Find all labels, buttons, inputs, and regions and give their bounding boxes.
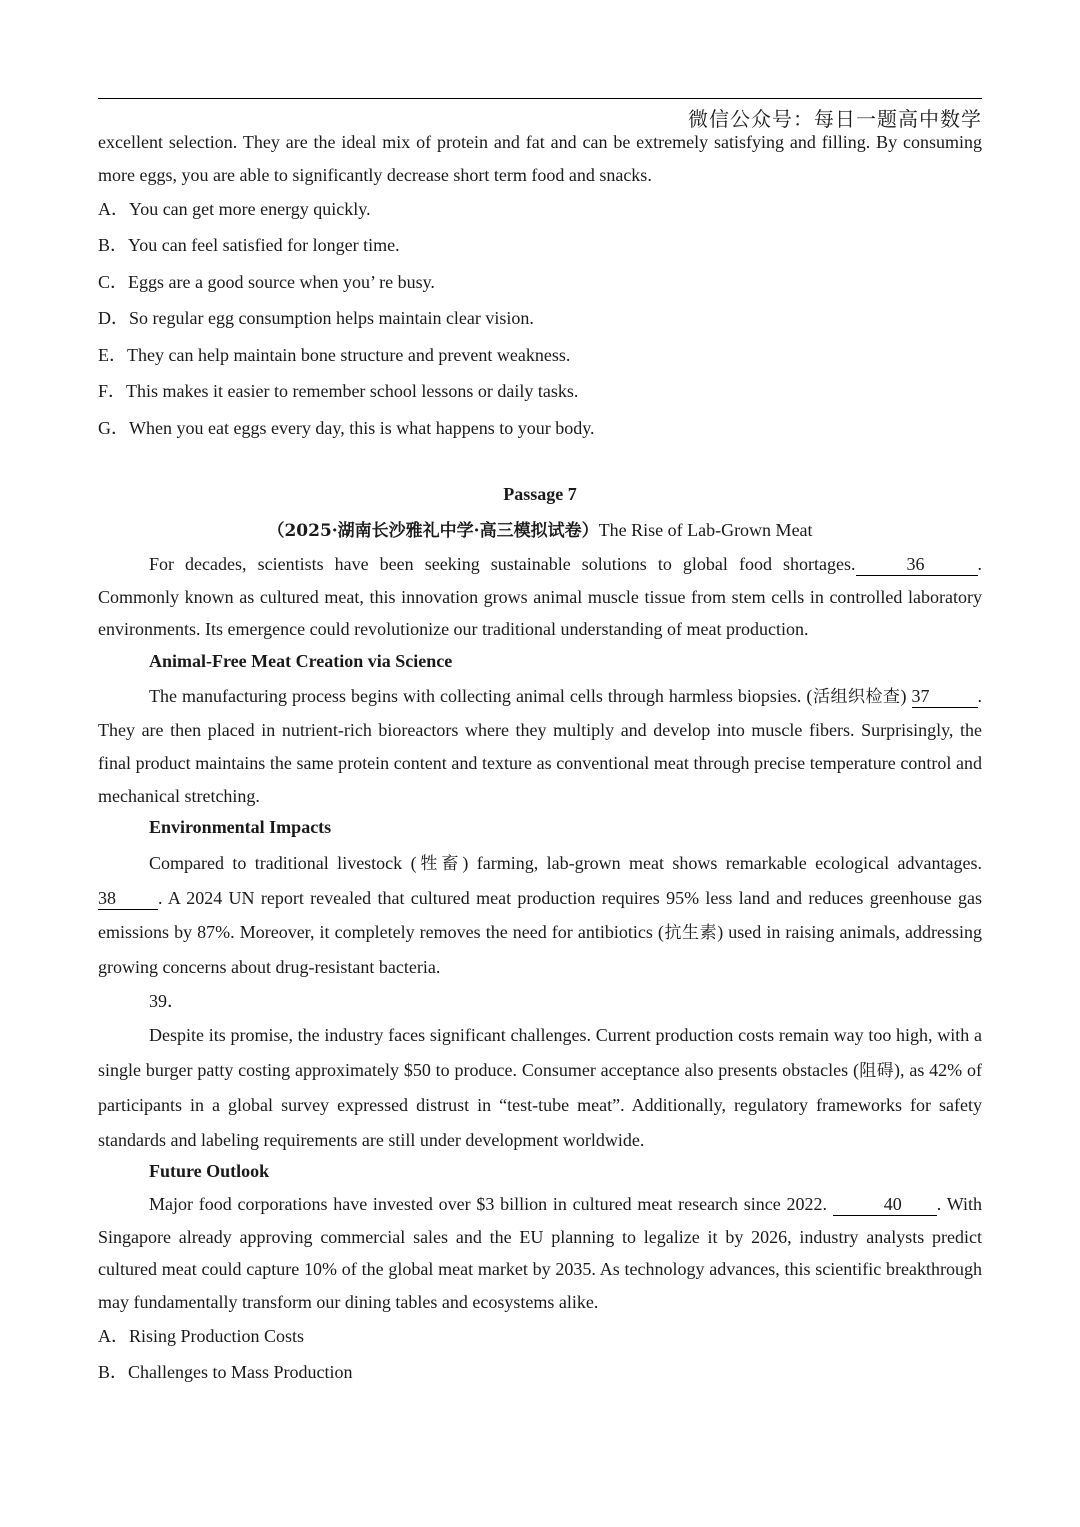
paragraph-5-rest: With Singapore already approving commercial sales and the EU planning to legalize it by 2026, industry analysts predict cultured meat could capture 10% of the global meat market by 2035. As technology advances, this scientific breakthrough may fundamentally transform our dining tables and ecosystems alike. bbox=[98, 1194, 982, 1312]
option-letter: A． bbox=[98, 1326, 129, 1346]
header-rule bbox=[98, 98, 982, 99]
section-heading-science: Animal-Free Meat Creation via Science bbox=[149, 651, 453, 671]
option-text: You can get more energy quickly. bbox=[129, 199, 371, 219]
prev-option-c bbox=[98, 269, 435, 295]
paragraph-4-text-a: Despite its promise, the industry faces significant challenges. Current production costs remain way too high, with a single burger patty costing approximately $50 to produce. Consumer acceptance also presents obstacles ( bbox=[98, 1025, 982, 1080]
prev-option-b bbox=[98, 232, 400, 258]
option-letter: A． bbox=[98, 199, 129, 219]
paragraph-1-period: . bbox=[977, 554, 982, 574]
passage-title: The Rise of Lab-Grown Meat bbox=[598, 520, 813, 540]
paragraph-2-close: ) bbox=[900, 686, 907, 706]
paragraph-3 bbox=[98, 846, 982, 984]
paragraph-5-period: . bbox=[936, 1194, 942, 1214]
blank-40[interactable]: 40 bbox=[833, 1193, 937, 1216]
paragraph-1 bbox=[98, 548, 982, 646]
header-text: 微信公众号：每日一题高中数学 bbox=[688, 107, 982, 131]
option-letter: D． bbox=[98, 308, 129, 328]
option-letter: B． bbox=[98, 235, 129, 255]
paragraph-4 bbox=[98, 1018, 982, 1157]
passage-heading bbox=[98, 516, 982, 541]
option-text: You can feel satisfied for longer time. bbox=[128, 235, 400, 255]
paragraph-1-rest: Commonly known as cultured meat, this innovation grows animal muscle tissue from stem cells in controlled laboratory environments. Its emergence could revolutionize our traditional understanding of meat production. bbox=[98, 586, 982, 639]
blank-39[interactable]: 39． bbox=[149, 991, 185, 1011]
blank-36[interactable]: 36 bbox=[856, 553, 978, 576]
option-a bbox=[98, 1323, 304, 1349]
prev-option-a bbox=[98, 196, 371, 222]
paragraph-5-text: Major food corporations have invested over $3 billion in cultured meat research since 2022. bbox=[149, 1194, 828, 1214]
option-text: Challenges to Mass Production bbox=[128, 1362, 353, 1382]
option-letter: B． bbox=[98, 1362, 129, 1382]
option-text: They can help maintain bone structure and prevent weakness. bbox=[127, 345, 571, 365]
option-letter: G． bbox=[98, 418, 129, 438]
section-heading-outlook: Future Outlook bbox=[149, 1161, 270, 1181]
option-b bbox=[98, 1359, 353, 1385]
paragraph-3-text-b: ) farming, lab-grown meat shows remarkable ecological advantages. bbox=[462, 853, 982, 873]
option-letter: E． bbox=[98, 345, 127, 365]
option-text: Rising Production Costs bbox=[129, 1326, 305, 1346]
option-text: When you eat eggs every day, this is what happens to your body. bbox=[129, 418, 595, 438]
section-heading-environment: Environmental Impacts bbox=[149, 817, 332, 837]
option-letter: C． bbox=[98, 272, 129, 292]
prev-option-g bbox=[98, 415, 595, 441]
prev-option-d bbox=[98, 305, 534, 331]
paragraph-4-text-b: ), as 42% of participants in a global survey expressed distrust in “test-tube meat”. Additionally, regulatory frameworks for safety standards and labeling requirements are still under development worldwide. bbox=[98, 1059, 983, 1150]
passage-label: Passage 7 bbox=[503, 484, 577, 504]
paragraph-3-cn2: 抗生素 bbox=[663, 923, 718, 943]
paragraph-2-rest: . They are then placed in nutrient-rich bioreactors where they multiply and develop into muscle fibers. Surprisingly, the final product maintains the same protein content and texture as conventional meat through precise temperature control and mechanical stretching. bbox=[98, 686, 983, 806]
option-text: This makes it easier to remember school lessons or daily tasks. bbox=[126, 381, 579, 401]
paragraph-4-cn: 阻碍 bbox=[858, 1060, 894, 1081]
prev-option-f bbox=[98, 378, 578, 404]
paragraph-5 bbox=[98, 1188, 982, 1318]
paragraph-2-cn: 活组织检查 bbox=[812, 687, 901, 707]
paragraph-2-text: The manufacturing process begins with collecting animal cells through harmless biopsies. ( bbox=[149, 686, 813, 706]
option-letter: F． bbox=[98, 381, 127, 401]
blank-37[interactable]: 37 bbox=[912, 685, 978, 708]
prev-passage-continuation: excellent selection. They are the ideal mix of protein and fat and can be extremely satisfying and filling. By consuming more eggs, you are able to significantly decrease short term food and snacks. bbox=[98, 132, 982, 185]
paragraph-1-text: For decades, scientists have been seeking sustainable solutions to global food shortages. bbox=[149, 554, 856, 574]
paragraph-2 bbox=[98, 680, 982, 813]
paragraph-3-text-c: . A 2024 UN report revealed that cultured meat production requires 95% less land and reduces greenhouse gas emissions by 87%. Moreover, it completely removes the need for antibiotics ( bbox=[98, 888, 982, 942]
paragraph-3-text-d: ) used in raising animals, addressing growing concerns about drug-resistant bacteria. bbox=[98, 922, 983, 977]
blank-38[interactable]: 38 bbox=[98, 887, 158, 910]
paragraph-3-cn1: 牲畜 bbox=[416, 854, 463, 874]
prev-option-e bbox=[98, 342, 570, 368]
passage-source: （2025·湖南长沙雅礼中学·高三模拟试卷） bbox=[267, 521, 599, 541]
option-text: Eggs are a good source when you’ re busy. bbox=[128, 272, 435, 292]
paragraph-3-text-a: Compared to traditional livestock ( bbox=[149, 853, 417, 873]
option-text: So regular egg consumption helps maintain clear vision. bbox=[129, 308, 534, 328]
